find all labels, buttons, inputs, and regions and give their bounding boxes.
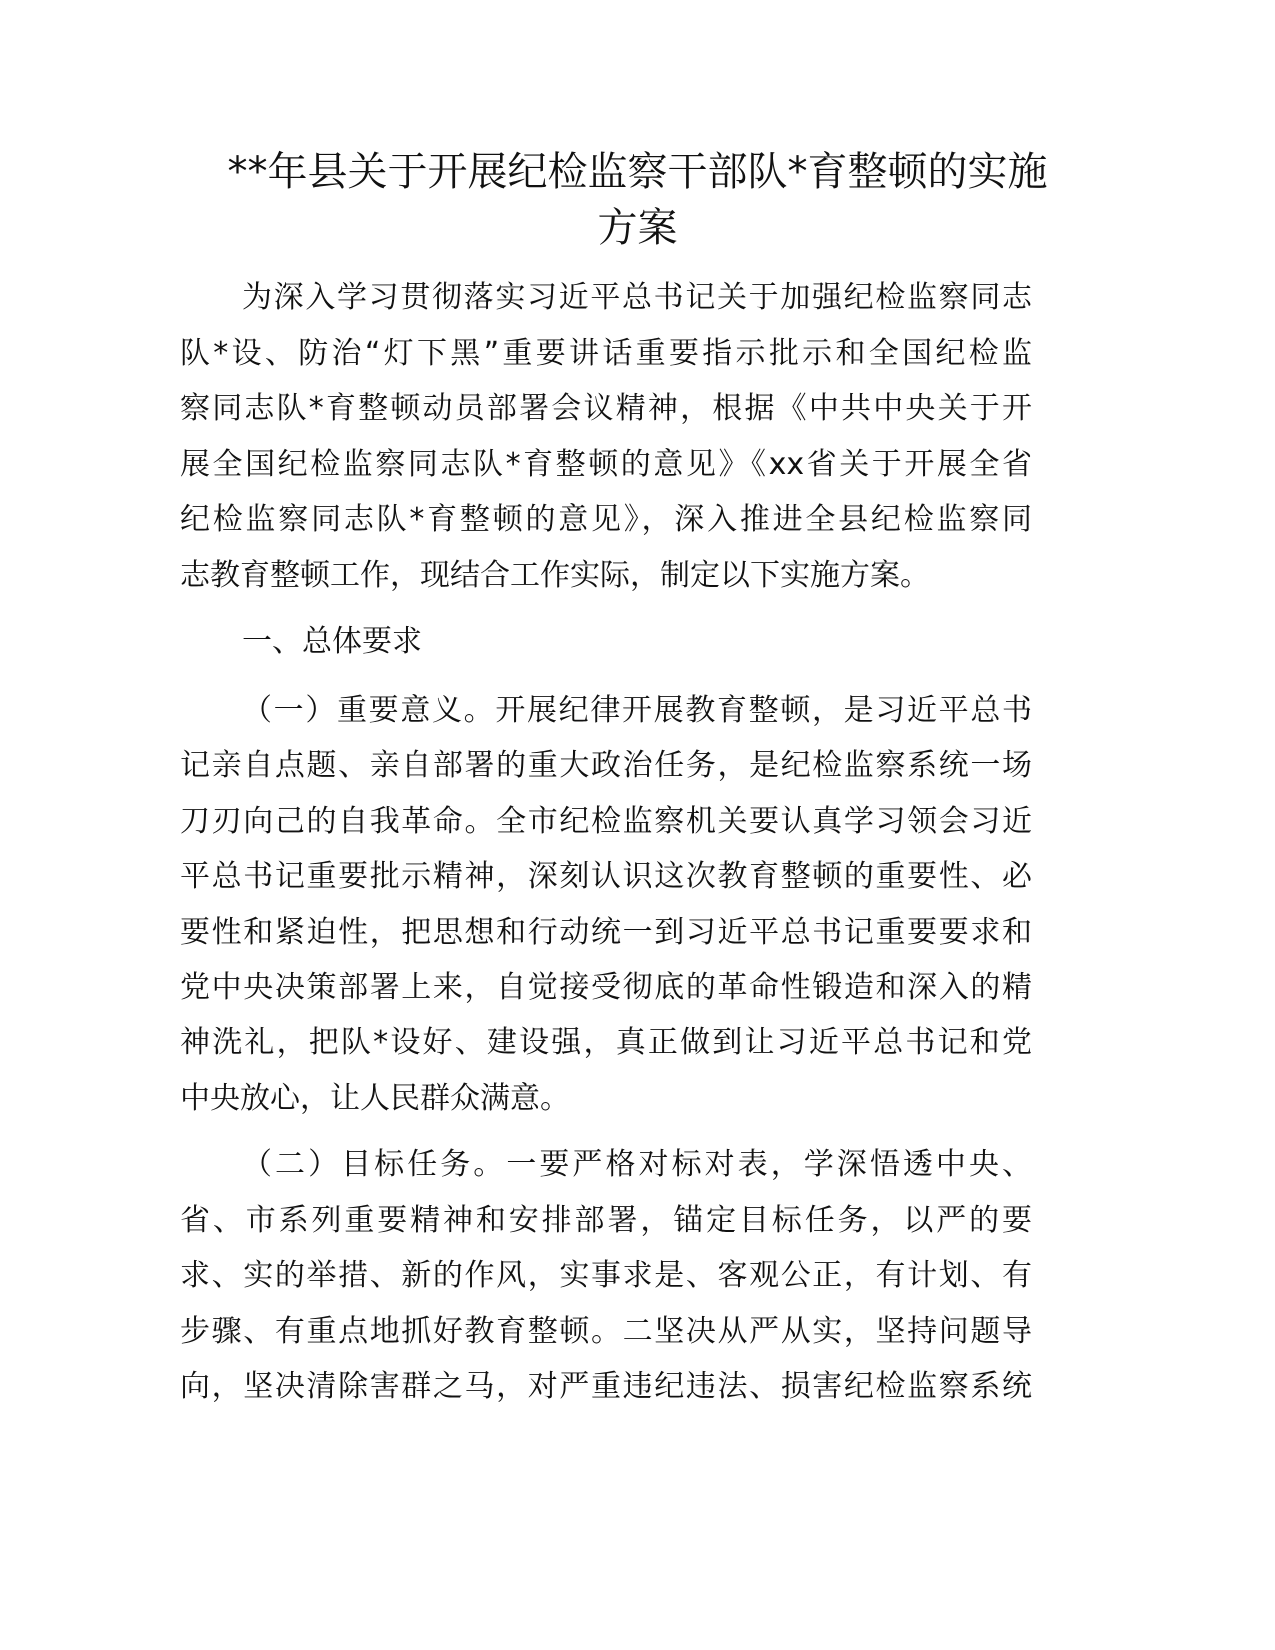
text-line: （一）重要意义。开展纪律开展教育整顿，是习近平总书 <box>242 693 1032 728</box>
text-line: 要性和紧迫性，把思想和行动统一到习近平总书记重要要求和 <box>180 914 1032 950</box>
text-line: 志教育整顿工作，现结合工作实际，制定以下实施方案。 <box>180 557 930 593</box>
text-line: 步骤、有重点地抓好教育整顿。二坚决从严从实，坚持问题导 <box>180 1313 1032 1349</box>
text-line: 中央放心，让人民群众满意。 <box>180 1080 570 1116</box>
text-line: 察同志队*育整顿动员部署会议精神，根据《中共中央关于开 <box>180 391 1032 426</box>
section-heading: 一、总体要求 <box>242 624 422 659</box>
text-line: 队*设、防治“灯下黑”重要讲话重要指示批示和全国纪检监 <box>180 335 1032 371</box>
document-title-line-2: 方案 <box>597 205 678 251</box>
text-line: 记亲自点题、亲自部署的重大政治任务，是纪检监察系统一场 <box>180 748 1032 784</box>
text-line: 省、市系列重要精神和安排部署，锚定目标任务，以严的要 <box>180 1202 1032 1238</box>
text-line: 平总书记重要批示精神，深刻认识这次教育整顿的重要性、必 <box>180 859 1032 895</box>
document-title-line-1: **年县关于开展纪检监察干部队*育整顿的实施 <box>227 149 1048 195</box>
text-line: 神洗礼，把队*设好、建设强，真正做到让习近平总书记和党 <box>180 1025 1032 1061</box>
text-line: 刀刃向己的自我革命。全市纪检监察机关要认真学习领会习近 <box>180 803 1032 839</box>
text-line: （二）目标任务。一要严格对标对表，学深悟透中央、 <box>242 1147 1032 1182</box>
text-line: 向，坚决清除害群之马，对严重违纪违法、损害纪检监察系统 <box>180 1369 1032 1404</box>
text-line: 求、实的举措、新的作风，实事求是、客观公正，有计划、有 <box>180 1258 1032 1293</box>
text-line: 为深入学习贯彻落实习近平总书记关于加强纪检监察同志 <box>242 280 1032 315</box>
text-line: 纪检监察同志队*育整顿的意见》，深入推进全县纪检监察同 <box>180 502 1032 537</box>
text-line: 展全国纪检监察同志队*育整顿的意见》《xx省关于开展全省 <box>180 446 1032 482</box>
text-line: 党中央决策部署上来，自觉接受彻底的革命性锻造和深入的精 <box>180 970 1032 1005</box>
